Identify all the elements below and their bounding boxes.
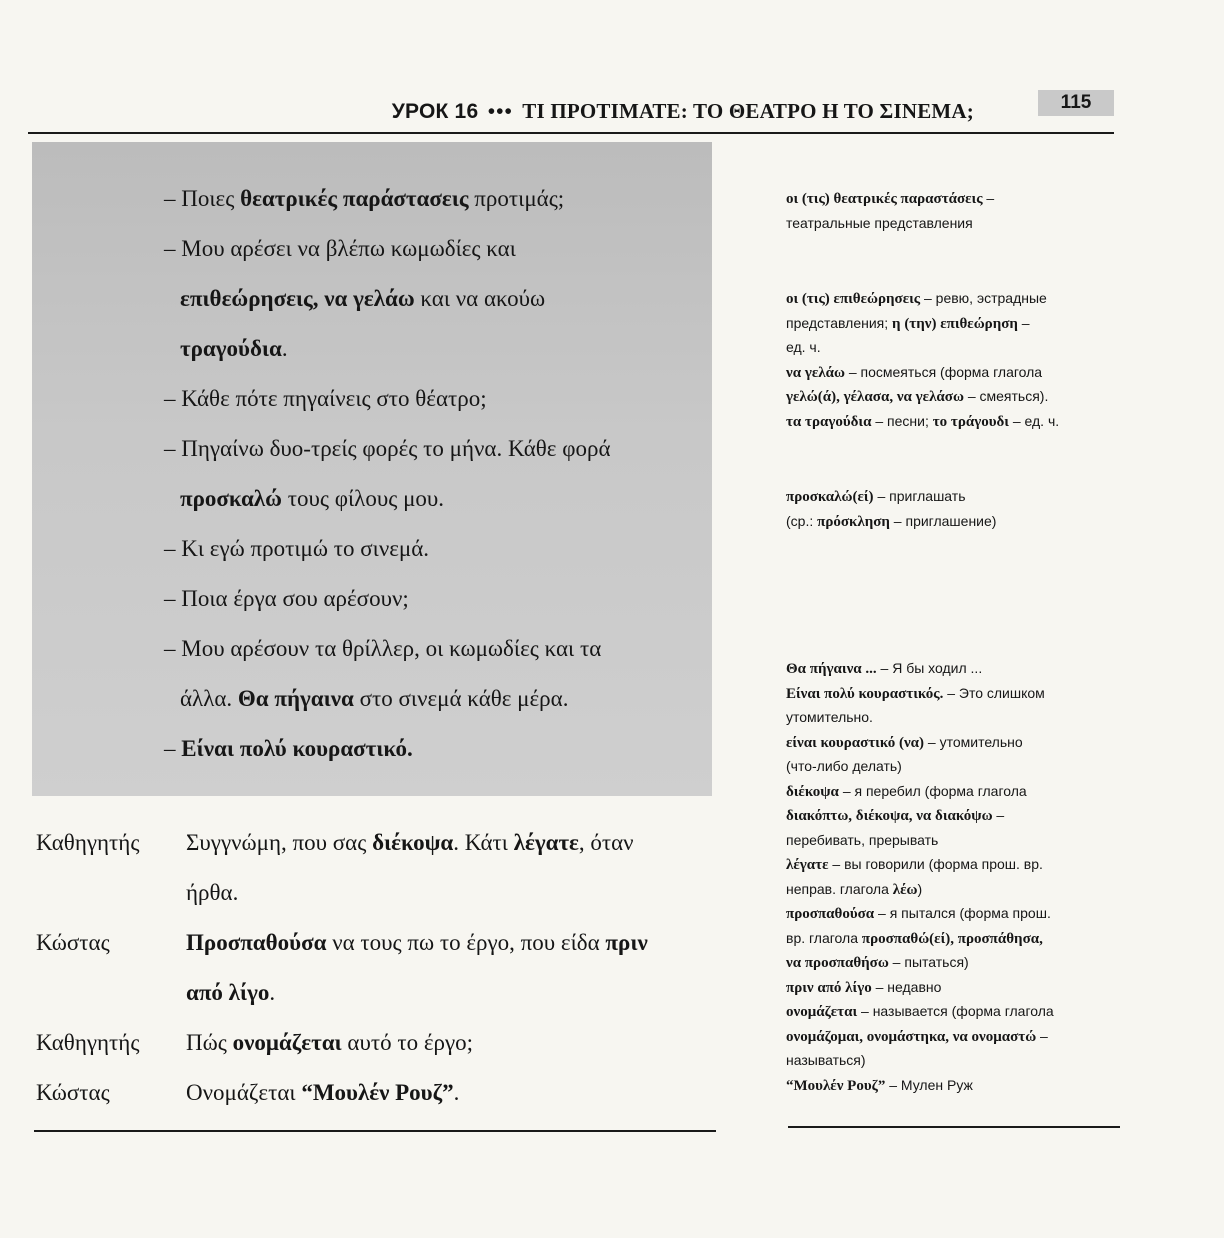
text-segment: – недавно xyxy=(871,978,942,995)
gloss-line xyxy=(786,877,1054,902)
page-number: 115 xyxy=(1038,90,1114,116)
text-segment: театральные представления xyxy=(786,214,973,231)
gloss-block xyxy=(786,656,1054,1097)
text-segment: – Ποιες xyxy=(164,186,241,211)
speech-line xyxy=(186,1030,473,1056)
gloss-line xyxy=(786,754,1054,779)
text-segment: – Κάθε πότε πηγαίνεις στο θέατρο; xyxy=(164,386,487,411)
gloss-line xyxy=(786,1024,1054,1049)
separator-dots: ••• xyxy=(487,99,513,123)
text-segment: . xyxy=(281,336,288,361)
gloss-line xyxy=(786,335,1059,360)
text-segment: . Κάτι xyxy=(453,830,514,855)
left-bottom-rule xyxy=(34,1130,716,1132)
bold-term: διέκοψα xyxy=(786,783,839,800)
gloss-line xyxy=(786,828,1054,853)
text-segment: – xyxy=(982,190,995,206)
dialogue-line xyxy=(164,536,429,562)
bold-term: πριν από λίγο xyxy=(786,979,872,996)
text-segment: – утомительно xyxy=(924,733,1023,750)
bold-term: να γελάω xyxy=(786,364,845,381)
bold-term: επιθεώρησεις, να γελάω xyxy=(180,286,415,311)
bold-term: Θα πήγαινα xyxy=(237,686,354,711)
dialogue-line xyxy=(180,686,568,712)
speaker-name: Καθηγητής xyxy=(36,1030,140,1055)
text-segment: (ср.: xyxy=(786,512,818,529)
text-segment: στο σινεμά κάθε μέρα. xyxy=(353,686,569,711)
gloss-line xyxy=(786,730,1054,755)
text-segment: Συγγνώμη, που σας xyxy=(186,830,373,855)
bold-term: ονομάζεται xyxy=(786,1004,858,1020)
bold-term: λέγατε xyxy=(786,857,829,873)
speech-line xyxy=(186,980,275,1006)
bold-term: προσκαλώ(εί) xyxy=(786,489,874,505)
text-segment: – Μου αρέσουν τα θρίλλερ, οι κωμωδίες και τα xyxy=(164,636,602,661)
bold-term: Θα πήγαινα ... xyxy=(786,661,877,677)
text-segment: αυτό το έργο; xyxy=(341,1030,474,1055)
gloss-line xyxy=(786,803,1054,828)
bold-term: η (την) επιθεώρηση xyxy=(892,315,1018,332)
bold-term: διακόπτω, διέκοψα, να διακόψω xyxy=(786,808,993,824)
gloss-line xyxy=(786,656,1054,681)
chapter-title: ΤΙ ΠΡΟΤΙΜΑΤΕ: ΤΟ ΘΕΑΤΡΟ Η ΤΟ ΣΙΝΕΜΑ; xyxy=(522,99,974,123)
gloss-line xyxy=(786,286,1059,311)
gloss-line xyxy=(786,1048,1054,1073)
bold-term: λέω xyxy=(892,881,918,898)
text-segment: – пытаться) xyxy=(888,954,969,970)
bold-term: προσπαθώ(εί), προσπάθησα, xyxy=(861,930,1043,947)
speaker-name: Καθηγητής xyxy=(36,830,140,855)
bold-term: να προσπαθήσω xyxy=(786,955,889,971)
text-segment: – Это слишком xyxy=(943,684,1045,701)
lesson-label: УРОК 16 xyxy=(391,100,479,123)
gloss-block xyxy=(786,186,994,235)
bold-term: Είναι πολύ κουραστικό. xyxy=(181,736,413,761)
bold-term: πρόσκληση xyxy=(817,513,890,530)
gloss-line xyxy=(786,360,1059,385)
dialogue-line xyxy=(180,486,444,512)
dialogue-line xyxy=(180,286,545,312)
bold-term: Προσπαθούσα xyxy=(186,930,327,955)
text-segment: – xyxy=(164,736,182,761)
bold-term: από λίγο xyxy=(186,980,270,1005)
bold-term: θεατρικές παράστασεις xyxy=(240,186,469,211)
bold-term: προσπαθούσα xyxy=(786,906,875,922)
text-segment: – xyxy=(992,807,1005,823)
gloss-line xyxy=(786,311,1059,336)
gloss-line xyxy=(786,705,1054,730)
page-header xyxy=(28,84,1114,134)
gloss-line xyxy=(786,186,994,211)
text-segment: – я перебил (форма глагола xyxy=(838,782,1027,799)
bold-term: οι (τις) επιθεώρησεις xyxy=(786,291,921,307)
text-segment: – песни; xyxy=(871,412,933,429)
gloss-line xyxy=(786,950,1054,975)
gloss-line xyxy=(786,681,1054,706)
gloss-line xyxy=(786,901,1054,926)
bold-term: προσκαλώ xyxy=(180,486,282,511)
bold-term: γελώ(ά), γέλασα, να γελάσω xyxy=(786,389,964,405)
text-segment: άλλα. xyxy=(180,686,238,711)
dialogue-line xyxy=(164,636,601,662)
text-segment: – xyxy=(1036,1027,1048,1044)
text-segment: представления; xyxy=(786,314,893,331)
gloss-block xyxy=(786,286,1059,433)
gloss-line xyxy=(786,409,1059,434)
text-segment: перебивать, прерывать xyxy=(786,831,939,848)
gloss-line xyxy=(786,384,1059,409)
bold-term: λέγατε xyxy=(513,830,579,855)
text-segment: утомительно. xyxy=(786,709,873,725)
bold-term: τα τραγούδια xyxy=(786,413,872,430)
gloss-line xyxy=(786,999,1054,1024)
dialogue-line xyxy=(164,186,564,212)
gloss-line xyxy=(786,509,996,534)
text-segment: Πώς xyxy=(186,1030,233,1055)
gloss-line xyxy=(786,484,996,509)
dialogue-line xyxy=(164,586,409,612)
speaker-name: Κώστας xyxy=(36,1080,110,1105)
text-segment: , όταν xyxy=(578,830,634,855)
text-segment: τους φίλους μου. xyxy=(281,486,445,511)
bold-term: “Μουλέν Ρουζ” xyxy=(786,1077,886,1094)
gloss-line xyxy=(786,975,1054,1000)
text-segment: – ед. ч. xyxy=(1008,412,1060,429)
bold-term: Είναι πολύ κουραστικός. xyxy=(786,685,944,702)
text-segment: . xyxy=(453,1080,460,1105)
speech-line xyxy=(186,880,238,906)
bold-term: τραγούδια xyxy=(180,336,282,361)
speaker-name: Κώστας xyxy=(36,930,110,955)
speech-line xyxy=(186,1080,459,1106)
speech-line xyxy=(186,930,648,956)
bold-term: ονομάζομαι, ονομάστηκα, να ονομαστώ xyxy=(786,1028,1037,1045)
text-segment: – Я бы ходил ... xyxy=(876,660,983,676)
text-segment: – Ποια έργα σου αρέσουν; xyxy=(164,586,409,611)
right-bottom-rule xyxy=(788,1126,1120,1128)
text-segment: – называется (форма глагола xyxy=(857,1003,1054,1019)
text-segment: – приглашать xyxy=(873,488,966,504)
bold-term: το τράγουδι xyxy=(932,413,1009,430)
text-segment: – ревю, эстрадные xyxy=(920,290,1047,306)
gloss-line xyxy=(786,1073,1054,1098)
text-segment: και να ακούω xyxy=(414,286,546,311)
bold-term: είναι κουραστικό (να) xyxy=(786,734,925,751)
dialogue-line xyxy=(164,736,413,762)
text-segment: – смеяться). xyxy=(963,388,1049,404)
text-segment: – Κι εγώ προτιμώ το σινεμά. xyxy=(164,536,430,561)
text-segment: ήρθα. xyxy=(186,880,239,905)
gloss-block xyxy=(786,484,996,533)
bold-term: ονομάζεται xyxy=(232,1030,342,1055)
bold-term: πριν xyxy=(605,930,648,955)
text-segment: – приглашение) xyxy=(889,512,997,529)
dialogue-line xyxy=(164,236,516,262)
gloss-line xyxy=(786,926,1054,951)
text-segment: να τους πω το έργο, που είδα xyxy=(326,930,606,955)
text-segment: (что-либо делать) xyxy=(786,758,902,774)
dialogue-line xyxy=(180,336,288,362)
text-segment: – вы говорили (форма прош. вр. xyxy=(828,856,1043,872)
text-segment: – посмеяться (форма глагола xyxy=(844,363,1043,380)
speech-line xyxy=(186,830,634,856)
text-segment: – я пытался (форма прош. xyxy=(874,905,1051,921)
text-segment: Ονομάζεται xyxy=(186,1080,302,1105)
bold-term: οι (τις) θεατρικές παραστάσεις xyxy=(786,191,983,207)
text-segment: неправ. глагола xyxy=(786,880,893,897)
text-segment: προτιμάς; xyxy=(468,186,565,211)
text-segment: ) xyxy=(917,880,923,897)
dialogue-line xyxy=(164,386,487,412)
text-segment: – Мулен Руж xyxy=(885,1076,973,1093)
shaded-dialogue-box xyxy=(32,142,712,796)
text-segment: – Πηγαίνω δυο-τρείς φορές το μήνα. Κάθε φορά xyxy=(164,436,611,461)
text-segment: ед. ч. xyxy=(786,339,821,355)
bold-term: διέκοψα xyxy=(372,830,454,855)
gloss-line xyxy=(786,779,1054,804)
text-segment: называться) xyxy=(786,1052,866,1068)
gloss-line xyxy=(786,211,994,236)
text-segment: вр. глагола xyxy=(786,929,862,946)
text-segment: . xyxy=(269,980,276,1005)
text-segment: – Μου αρέσει να βλέπω κωμωδίες και xyxy=(164,236,516,261)
bold-term: “Μουλέν Ρουζ” xyxy=(301,1080,454,1105)
text-segment: – xyxy=(1017,314,1030,331)
running-title xyxy=(392,99,974,124)
gloss-line xyxy=(786,852,1054,877)
dialogue-line xyxy=(164,436,611,462)
